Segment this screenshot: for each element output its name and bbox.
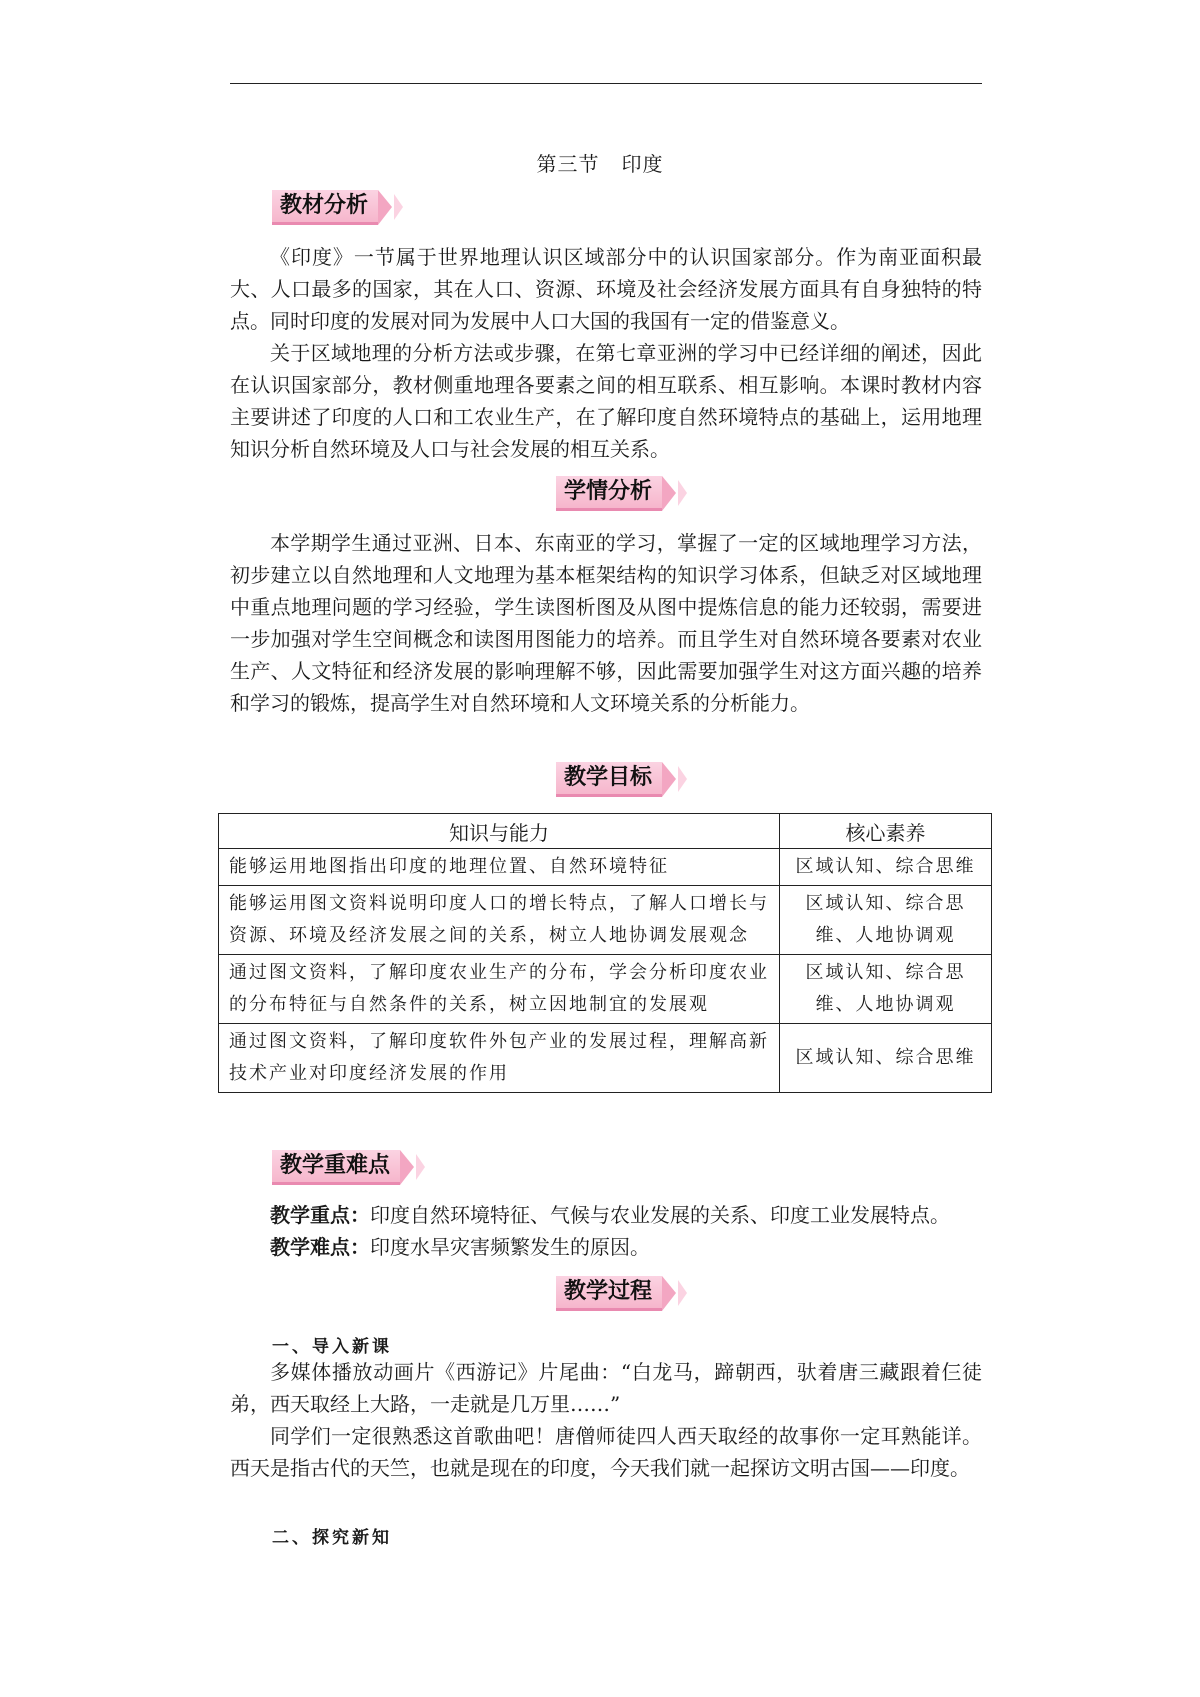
goals-table xyxy=(218,813,992,1093)
tag-arrow-icon xyxy=(378,190,392,225)
key-point-line xyxy=(270,1199,950,1231)
column-header-core: 核心素养 xyxy=(780,814,992,849)
cell-knowledge: 通过图文资料，了解印度软件外包产业的发展过程，理解高新技术产业对印度经济发展的作用 xyxy=(219,1024,780,1093)
section-tag-learner xyxy=(556,475,687,511)
tag-arrow-icon xyxy=(678,480,687,506)
key-point-text: 印度自然环境特征、气候与农业发展的关系、印度工业发展特点。 xyxy=(370,1203,950,1227)
tag-arrow-icon xyxy=(394,194,403,220)
section-tag-keypoints xyxy=(272,1149,425,1185)
intro-paragraph-1: 多媒体播放动画片《西游记》片尾曲：“白龙马，蹄朝西，驮着唐三藏跟着仨徒弟，西天取经上大路，一走就是几万里……” xyxy=(230,1360,982,1416)
step-title-explore: 二、探究新知 xyxy=(272,1528,392,1548)
section-label-learner: 学情分析 xyxy=(556,476,662,511)
page-title xyxy=(0,148,1200,177)
table-row xyxy=(219,955,992,1024)
table-row xyxy=(219,1024,992,1093)
column-header-knowledge: 知识与能力 xyxy=(219,814,780,849)
step-title-intro: 一、导入新课 xyxy=(272,1337,392,1357)
section-label-keypoints: 教学重难点 xyxy=(272,1150,400,1185)
cell-knowledge: 能够运用图文资料说明印度人口的增长特点，了解人口增长与资源、环境及经济发展之间的关系，树立人地协调发展观念 xyxy=(219,886,780,955)
tag-arrow-icon xyxy=(678,1280,687,1306)
section-label-goals: 教学目标 xyxy=(556,762,662,797)
header-rule xyxy=(230,83,982,84)
cell-core: 区域认知、综合思维 xyxy=(780,1024,992,1093)
difficulty-label: 教学难点： xyxy=(270,1235,370,1259)
difficulty-text: 印度水旱灾害频繁发生的原因。 xyxy=(370,1235,650,1259)
section-tag-goals xyxy=(556,761,687,797)
title-section-number: 第三节 xyxy=(536,152,600,176)
analysis-paragraph-2: 关于区域地理的分析方法或步骤，在第七章亚洲的学习中已经详细的阐述，因此在认识国家部分，教材侧重地理各要素之间的相互联系、相互影响。本课时教材内容主要讲述了印度的人口和工农业生产，在了解印度自然环境特点的基础上，运用地理知识分析自然环境及人口与社会发展的相互关系。 xyxy=(230,341,982,461)
cell-core: 区域认知、综合思维、人地协调观 xyxy=(780,886,992,955)
learner-paragraph: 本学期学生通过亚洲、日本、东南亚的学习，掌握了一定的区域地理学习方法，初步建立以自然地理和人文地理为基本框架结构的知识学习体系，但缺乏对区域地理中重点地理问题的学习经验，学生读图析图及从图中提炼信息的能力还较弱，需要进一步加强对学生空间概念和读图用图能力的培养。而且学生对自然环境各要素对农业生产、人文特征和经济发展的影响理解不够，因此需要加强学生对这方面兴趣的培养和学习的锻炼，提高学生对自然环境和人文环境关系的分析能力。 xyxy=(230,531,982,715)
cell-knowledge: 通过图文资料，了解印度农业生产的分布，学会分析印度农业的分布特征与自然条件的关系，树立因地制宜的发展观 xyxy=(219,955,780,1024)
table-header-row xyxy=(219,814,992,849)
table-row xyxy=(219,849,992,886)
cell-knowledge: 能够运用地图指出印度的地理位置、自然环境特征 xyxy=(219,849,780,886)
section-label-analysis: 教材分析 xyxy=(272,190,378,225)
section-tag-process xyxy=(556,1275,687,1311)
analysis-paragraph-1: 《印度》一节属于世界地理认识区域部分中的认识国家部分。作为南亚面积最大、人口最多的国家，其在人口、资源、环境及社会经济发展方面具有自身独特的特点。同时印度的发展对同为发展中人口大国的我国有一定的借鉴意义。 xyxy=(230,245,982,333)
difficulty-line xyxy=(270,1231,650,1263)
section-tag-analysis xyxy=(272,189,403,225)
tag-arrow-icon xyxy=(662,762,676,797)
tag-arrow-icon xyxy=(662,476,676,511)
tag-arrow-icon xyxy=(416,1154,425,1180)
tag-arrow-icon xyxy=(662,1276,676,1311)
section-label-process: 教学过程 xyxy=(556,1276,662,1311)
key-point-label: 教学重点： xyxy=(270,1203,370,1227)
tag-arrow-icon xyxy=(678,766,687,792)
title-country: 印度 xyxy=(621,152,664,176)
cell-core: 区域认知、综合思维 xyxy=(780,849,992,886)
intro-paragraph-2: 同学们一定很熟悉这首歌曲吧！唐僧师徒四人西天取经的故事你一定耳熟能详。西天是指古代的天竺，也就是现在的印度，今天我们就一起探访文明古国——印度。 xyxy=(230,1424,982,1480)
table-row xyxy=(219,886,992,955)
tag-arrow-icon xyxy=(400,1150,414,1185)
cell-core: 区域认知、综合思维、人地协调观 xyxy=(780,955,992,1024)
